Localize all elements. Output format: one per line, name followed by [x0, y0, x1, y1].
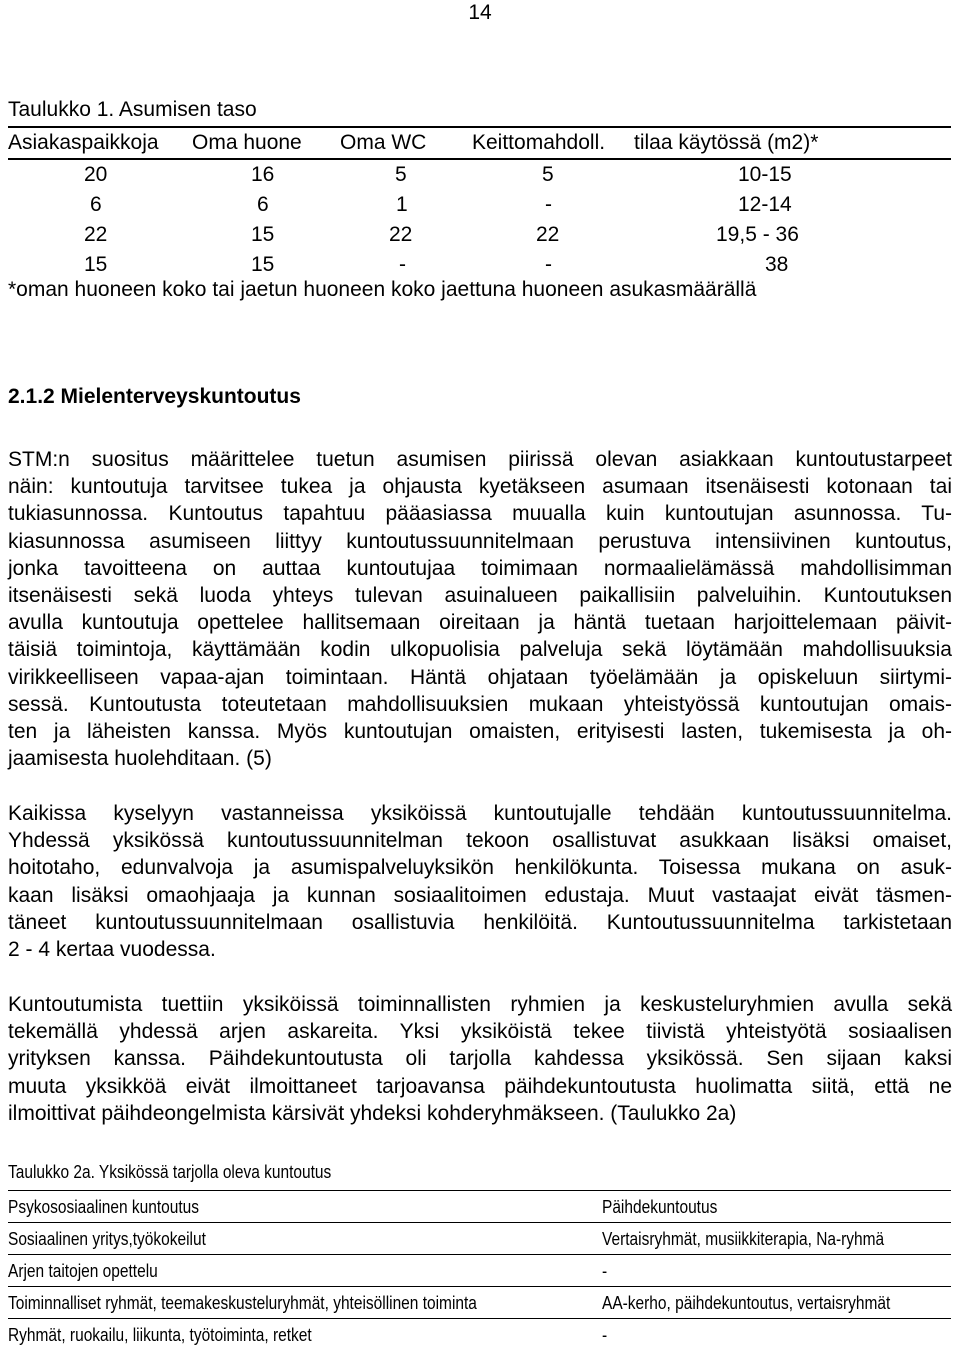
table2-title: Taulukko 2a. Yksikössä tarjolla oleva kuntoutus [8, 1162, 332, 1182]
table1-header-cell: Keittomahdoll. [472, 131, 606, 154]
text-line: ten ja läheisten kanssa. Myös kuntoutujan omaisten, erityisesti lasten, tukemisesta ja oh- [8, 720, 952, 744]
text-line: jonka tavoitteena on auttaa kuntoutujaa toimimaan normaalielämässä mahdollisimman [8, 556, 952, 580]
text-line: sessä. Kuntoutusta toteutetaan mahdollisuuksien mukaan yhteistyössä kuntoutujan omais- [8, 692, 952, 716]
table-cell: 1 [396, 193, 408, 216]
table-cell: Toiminnalliset ryhmät, teemakeskusteluryhmät, yhteisöllinen toiminta [8, 1293, 477, 1313]
table-cell: Sosiaalinen yritys,työkokeilut [8, 1229, 206, 1249]
table-cell: 22 [536, 223, 560, 246]
table-row [8, 1223, 951, 1255]
table-row [8, 190, 951, 220]
table-cell: 12-14 [738, 193, 792, 216]
text-line: itsenäisesti sekä luoda yhteys tulevan asuinalueen paikallisiin palveluihin. Kuntoutuksen [8, 584, 952, 608]
text-line: kiasunnossa asumiseen liittyy kuntoutussuunnitelmaan perustuva intensiivinen kuntoutus, [8, 529, 952, 553]
table1-header-cell: Oma huone [192, 131, 302, 154]
table-cell: Vertaisryhmät, musiikkiterapia, Na-ryhmä [602, 1229, 885, 1249]
text-line: 2 - 4 kertaa vuodessa. [8, 938, 216, 962]
table-row [8, 160, 951, 190]
table1-footnote: *oman huoneen koko tai jaetun huoneen koko jaettuna huoneen asukasmäärällä [8, 278, 757, 301]
table1 [8, 126, 951, 280]
table2 [8, 1190, 951, 1350]
table-cell: 6 [90, 193, 102, 216]
table-cell: 22 [389, 223, 413, 246]
table-cell: Arjen taitojen opettelu [8, 1261, 158, 1281]
text-line: hoitotaho, edunvalvoja ja asumispalveluyksikön henkilökunta. Toisessa mukana on asuk- [8, 856, 952, 880]
table-cell: 19,5 - 36 [716, 223, 799, 246]
text-line: näin: kuntoutuja tarvitsee tukea ja ohjausta kyetäkseen asumaan itsenäisesti kotonaan tai [8, 475, 952, 499]
text-line: tukiasunnossa. Kuntoutus tapahtuu pääasiassa muualla kuin kuntoutujan asunnossa. Tu- [8, 502, 952, 526]
text-line: täneet kuntoutussuunnitelmaan osallistuvia henkilöitä. Kuntoutussuunnitelma tarkistetaan [8, 910, 952, 934]
paragraph-2 [8, 800, 952, 963]
table-cell: 15 [251, 223, 275, 246]
table-cell: 22 [84, 223, 108, 246]
table1-header-cell: tilaa käytössä (m2)* [634, 131, 819, 154]
text-line: ilmoittivat päihdeongelmista kärsivät yhdeksi kohderyhmäkseen. (Taulukko 2a) [8, 1101, 737, 1125]
table-cell: 10-15 [738, 163, 792, 186]
table-cell: 15 [84, 253, 108, 276]
text-line: STM:n suositus määrittelee tuetun asumisen piirissä olevan asiakkaan kuntoutustarpeet [8, 448, 952, 471]
table-row [8, 1287, 951, 1319]
table-row [8, 1319, 951, 1350]
table-cell: Ryhmät, ruokailu, liikunta, työtoiminta, retket [8, 1325, 312, 1345]
table-row [8, 220, 951, 250]
section-heading: 2.1.2 Mielenterveyskuntoutus [8, 385, 301, 408]
table-cell: - [602, 1325, 608, 1345]
table-cell: - [399, 253, 406, 276]
text-line: Kuntoutumista tuettiin yksiköissä toiminnallisten ryhmien ja keskusteluryhmien avulla sekä [8, 993, 952, 1016]
table-cell: 6 [257, 193, 269, 216]
table-cell: Psykososiaalinen kuntoutus [8, 1197, 200, 1217]
table-cell: - [545, 193, 552, 216]
table-cell: 15 [251, 253, 275, 276]
table-cell: 5 [542, 163, 554, 186]
text-line: muuta yksikköä eivät ilmoittaneet tarjoavansa päihdekuntoutusta huolimatta siitä, että ne [8, 1074, 952, 1098]
table1-header-row [8, 128, 951, 158]
page-number: 14 [468, 1, 492, 24]
table-cell: 20 [84, 163, 108, 186]
table-cell: - [602, 1261, 608, 1281]
text-line: avulla kuntoutuja opettelee hallitsemaan oireitaan ja häntä tuetaan harjoittelemaan päivit- [8, 611, 952, 635]
table1-header-cell: Asiakaspaikkoja [8, 131, 159, 154]
table-cell: 16 [251, 163, 275, 186]
text-line: täisiä toimintoja, käyttämään kodin ulkopuolisia palveluja sekä löytämään mahdollisuuksia [8, 638, 952, 662]
table-cell: Päihdekuntoutus [602, 1197, 718, 1217]
text-line: Yhdessä yksikössä kuntoutussuunnitelman tekoon osallistuvat asukkaan lisäksi omaiset, [8, 829, 952, 853]
paragraph-3 [8, 991, 952, 1127]
table-cell: AA-kerho, päihdekuntoutus, vertaisryhmät [602, 1293, 891, 1313]
table-row [8, 1255, 951, 1287]
table1-title: Taulukko 1. Asumisen taso [8, 98, 257, 121]
text-line: Kaikissa kyselyyn vastanneissa yksiköissä kuntoutujalle tehdään kuntoutussuunnitelma. [8, 802, 952, 825]
table-cell: 38 [765, 253, 789, 276]
text-line: virikkeelliseen vapaa-ajan toimintaan. Häntä ohjataan työelämään ja opiskeluun siirtymi- [8, 665, 952, 689]
table-row [8, 1190, 951, 1223]
table1-header-cell: Oma WC [340, 131, 427, 154]
text-line: kaan lisäksi omaohjaaja ja kunnan sosiaalitoimen edustaja. Muut vastaajat eivät täsmen- [8, 883, 952, 907]
text-line: jaamisesta huolehditaan. (5) [8, 747, 272, 771]
text-line: tekemällä yhdessä arjen askareita. Yksi yksiköistä tekee tiivistä yhteistyötä sosiaalisen [8, 1020, 952, 1044]
paragraph-1 [8, 446, 952, 772]
text-line: yrityksen kanssa. Päihdekuntoutusta oli tarjolla kahdessa yksikössä. Sen sijaan kaksi [8, 1047, 952, 1071]
table-cell: 5 [395, 163, 407, 186]
table-cell: - [545, 253, 552, 276]
